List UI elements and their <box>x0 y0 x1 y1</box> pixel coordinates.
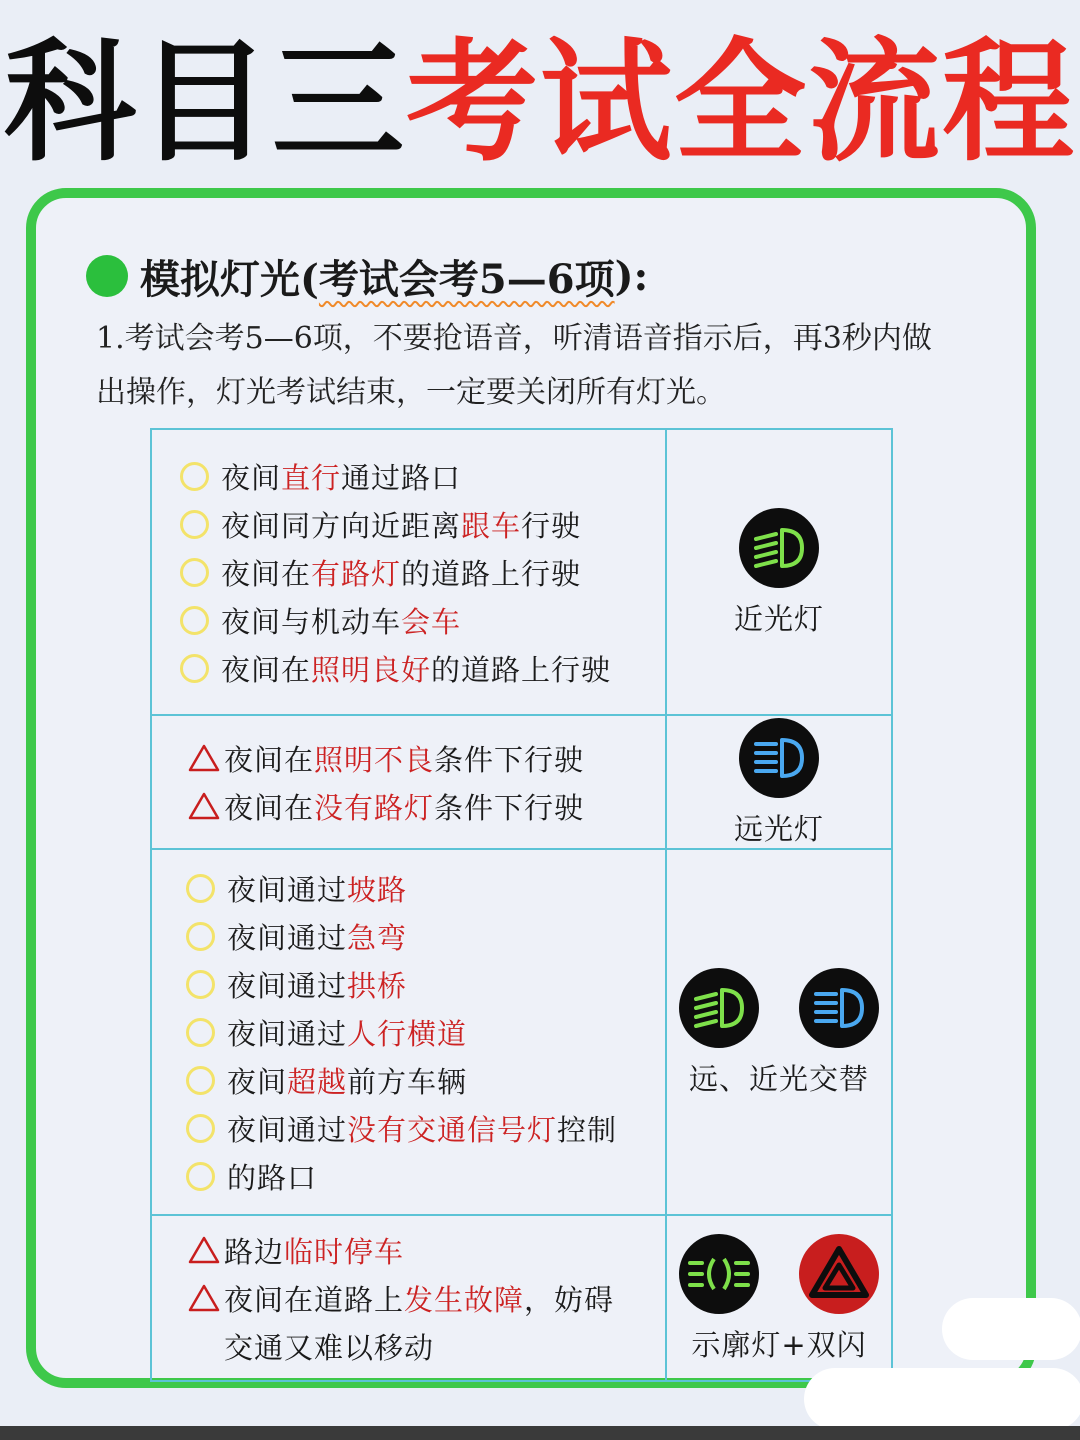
light-icon-row <box>667 1233 891 1315</box>
situation-item <box>188 734 665 782</box>
situation-list <box>152 864 665 1200</box>
situation-text: 通过路口 <box>341 460 462 495</box>
light-label: 远、近光交替 <box>688 1061 869 1096</box>
low-beam-icon <box>738 507 820 589</box>
circle-marker-icon <box>186 874 215 903</box>
highlight-text: 坡路 <box>347 872 408 907</box>
situation-item <box>180 452 665 500</box>
situation-text: 夜间 <box>221 460 282 495</box>
situation-text: 的道路上行驶 <box>431 652 612 687</box>
hazard-light-icon <box>798 1233 880 1315</box>
table-row <box>151 849 892 1215</box>
situation-text: 路边 <box>224 1234 285 1269</box>
situation-text: 夜间与机动车 <box>221 604 402 639</box>
situation-item <box>180 548 665 596</box>
table-row <box>151 429 892 715</box>
situation-item <box>180 644 665 692</box>
highlight-text: 照明良好 <box>311 652 432 687</box>
situation-item <box>186 1104 665 1152</box>
circle-marker-icon <box>180 462 209 491</box>
triangle-marker-icon <box>188 791 220 821</box>
light-label: 近光灯 <box>733 601 824 636</box>
situation-text: ，妨碍 <box>524 1282 615 1317</box>
circle-marker-icon <box>180 510 209 539</box>
high-beam-icon <box>738 717 820 799</box>
highlight-text: 临时停车 <box>284 1234 405 1269</box>
position-light-icon <box>678 1233 760 1315</box>
situation-item <box>186 912 665 960</box>
highlight-text: 人行横道 <box>347 1016 468 1051</box>
light-icon-row <box>667 967 891 1049</box>
highlight-text: 发生故障 <box>404 1282 525 1317</box>
highlight-text: 拱桥 <box>347 968 408 1003</box>
circle-marker-icon <box>186 1114 215 1143</box>
highlight-text: 有路灯 <box>311 556 402 591</box>
bottom-bar <box>0 1426 1080 1440</box>
heading-plain: 模拟灯光( <box>140 255 319 303</box>
situation-list <box>152 452 665 692</box>
situation-text: 夜间通过 <box>227 920 348 955</box>
situation-item <box>180 500 665 548</box>
decorative-white-patch <box>804 1368 1080 1430</box>
triangle-marker-icon <box>188 1235 220 1265</box>
highlight-text: 会车 <box>401 604 462 639</box>
highlight-text: 没有交通信号灯 <box>347 1112 558 1147</box>
light-cell <box>666 715 892 849</box>
highlight-text: 照明不良 <box>314 742 435 777</box>
light-cell <box>666 1215 892 1381</box>
situation-text: 行驶 <box>521 508 582 543</box>
light-cell <box>666 429 892 715</box>
situation-text: 条件下行驶 <box>434 790 585 825</box>
situation-item <box>180 596 665 644</box>
highlight-text: 没有路灯 <box>314 790 435 825</box>
situation-text: 夜间通过 <box>227 1112 348 1147</box>
green-dot-icon <box>86 255 128 297</box>
light-icon-row <box>667 507 891 589</box>
situation-cell <box>151 1215 666 1381</box>
high-beam-icon <box>798 967 880 1049</box>
situation-item <box>188 1322 665 1370</box>
situation-text: 夜间通过 <box>227 1016 348 1051</box>
table-row <box>151 1215 892 1381</box>
situation-list <box>152 1226 665 1370</box>
situation-text: 的路口 <box>227 1160 318 1195</box>
circle-marker-icon <box>180 558 209 587</box>
page-title <box>0 28 1080 178</box>
highlight-text: 急弯 <box>347 920 408 955</box>
title-part-1: 科目三 <box>4 26 406 180</box>
circle-marker-icon <box>180 654 209 683</box>
circle-marker-icon <box>186 970 215 999</box>
situation-item <box>188 782 665 830</box>
situation-text: 的道路上行驶 <box>401 556 582 591</box>
situation-item <box>186 864 665 912</box>
low-beam-icon <box>678 967 760 1049</box>
heading-end: ): <box>614 252 649 300</box>
situation-text: 夜间在 <box>224 742 315 777</box>
situation-text: 夜间在 <box>224 790 315 825</box>
section-heading <box>86 246 648 306</box>
heading-wavy: 考试会考5—6项 <box>318 255 615 303</box>
instruction-paragraph: 1.考试会考5—6项，不要抢语音，听清语音指示后，再3秒内做出操作，灯光考试结束，一定要关闭所有灯光。 <box>96 321 932 410</box>
situation-text: 夜间通过 <box>227 968 348 1003</box>
situation-text: 控制 <box>557 1112 618 1147</box>
situation-text: 夜间 <box>227 1064 288 1099</box>
triangle-marker-icon <box>188 743 220 773</box>
light-cell <box>666 849 892 1215</box>
circle-marker-icon <box>186 1018 215 1047</box>
decorative-white-patch <box>942 1298 1080 1360</box>
light-label: 示廓灯+双闪 <box>691 1327 867 1362</box>
situation-text: 夜间通过 <box>227 872 348 907</box>
light-label: 远光灯 <box>733 811 824 846</box>
situation-text: 夜间同方向近距离 <box>221 508 462 543</box>
circle-marker-icon <box>186 1162 215 1191</box>
highlight-text: 跟车 <box>461 508 522 543</box>
situation-item <box>186 960 665 1008</box>
triangle-marker-icon <box>188 1283 220 1313</box>
circle-marker-icon <box>186 1066 215 1095</box>
situation-list <box>152 734 665 830</box>
light-icon-row <box>667 717 891 799</box>
situation-text: 夜间在 <box>221 556 312 591</box>
situation-text: 条件下行驶 <box>434 742 585 777</box>
situation-cell <box>151 429 666 715</box>
situation-text: 夜间在道路上 <box>224 1282 405 1317</box>
light-table <box>150 428 893 1382</box>
highlight-text: 超越 <box>287 1064 348 1099</box>
highlight-text: 直行 <box>281 460 342 495</box>
situation-item <box>186 1008 665 1056</box>
situation-cell <box>151 715 666 849</box>
table-row <box>151 715 892 849</box>
situation-text: 前方车辆 <box>347 1064 468 1099</box>
situation-text: 交通又难以移动 <box>224 1330 435 1365</box>
situation-cell <box>151 849 666 1215</box>
situation-text: 夜间在 <box>221 652 312 687</box>
circle-marker-icon <box>186 922 215 951</box>
title-part-2: 考试全流程 <box>406 26 1076 180</box>
situation-item <box>186 1152 665 1200</box>
situation-item <box>188 1226 665 1274</box>
situation-item <box>186 1056 665 1104</box>
situation-item <box>188 1274 665 1322</box>
circle-marker-icon <box>180 606 209 635</box>
